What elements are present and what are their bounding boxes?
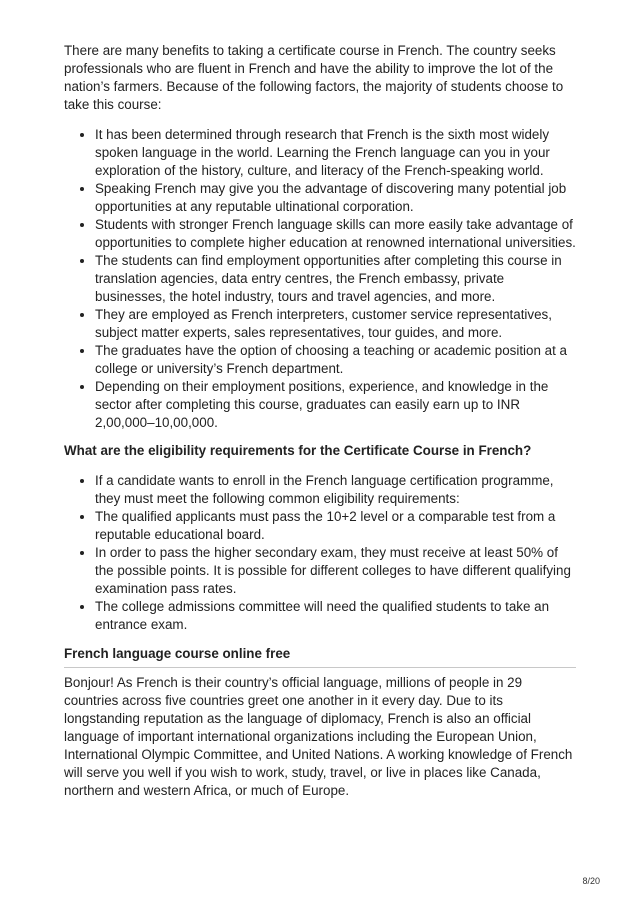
bullet-icon [80, 605, 84, 609]
list-item: It has been determined through research that French is the sixth most widely spoken language in the world. Learning the French language can you in your exploration of the history, culture, and literacy of the French-speaking world. [95, 126, 576, 180]
bullet-icon [80, 479, 84, 483]
list-item: The students can find employment opportunities after completing this course in translation agencies, data entry centres, the French embassy, private businesses, the hotel industry, tours and travel agencies, and more. [95, 252, 576, 306]
list-item: In order to pass the higher secondary exam, they must receive at least 50% of the possible points. It is possible for different colleges to have different qualifying examination pass rates. [95, 544, 576, 598]
list-item: The qualified applicants must pass the 10+2 level or a comparable test from a reputable educational board. [95, 508, 576, 544]
free-course-heading: French language course online free [64, 645, 576, 668]
intro-paragraph: There are many benefits to taking a certificate course in French. The country seeks professionals who are fluent in French and have the ability to improve the lot of the nation’s farmers. Because of the following factors, the majority of students choose to take this course: [64, 43, 564, 112]
page-number: 8/20 [582, 876, 600, 886]
bullet-icon [80, 223, 84, 227]
list-item: The graduates have the option of choosing a teaching or academic position at a college or university’s French department. [95, 342, 576, 378]
bullet-icon [80, 385, 84, 389]
bullet-icon [80, 259, 84, 263]
list-item: If a candidate wants to enroll in the French language certification programme, they must meet the following common eligibility requirements: [95, 472, 576, 508]
benefits-list [64, 126, 576, 432]
list-item: They are employed as French interpreters, customer service representatives, subject matter experts, sales representatives, tour guides, and more. [95, 306, 576, 342]
list-item: The college admissions committee will need the qualified students to take an entrance exam. [95, 598, 576, 634]
eligibility-heading: What are the eligibility requirements for the Certificate Course in French? [64, 443, 532, 458]
free-course-paragraph: Bonjour! As French is their country’s official language, millions of people in 29 countries across five countries greet one another in it every day. Due to its longstanding reputation as the language of diplomacy, French is also an official language of important international organizations including the European Union, International Olympic Committee, and United Nations. A working knowledge of French will serve you well if you wish to work, study, travel, or live in places like Canada, northern and western Africa, or much of Europe. [64, 675, 573, 798]
eligibility-list [64, 472, 576, 634]
bullet-icon [80, 313, 84, 317]
bullet-icon [80, 187, 84, 191]
list-item: Students with stronger French language skills can more easily take advantage of opportunities to complete higher education at renowned international universities. [95, 216, 576, 252]
bullet-icon [80, 515, 84, 519]
bullet-icon [80, 551, 84, 555]
bullet-icon [80, 349, 84, 353]
list-item: Speaking French may give you the advantage of discovering many potential job opportunities at any reputable ultinational corporation. [95, 180, 576, 216]
bullet-icon [80, 133, 84, 137]
document-body [64, 42, 576, 800]
list-item: Depending on their employment positions, experience, and knowledge in the sector after completing this course, graduates can easily earn up to INR 2,00,000–10,00,000. [95, 378, 576, 432]
